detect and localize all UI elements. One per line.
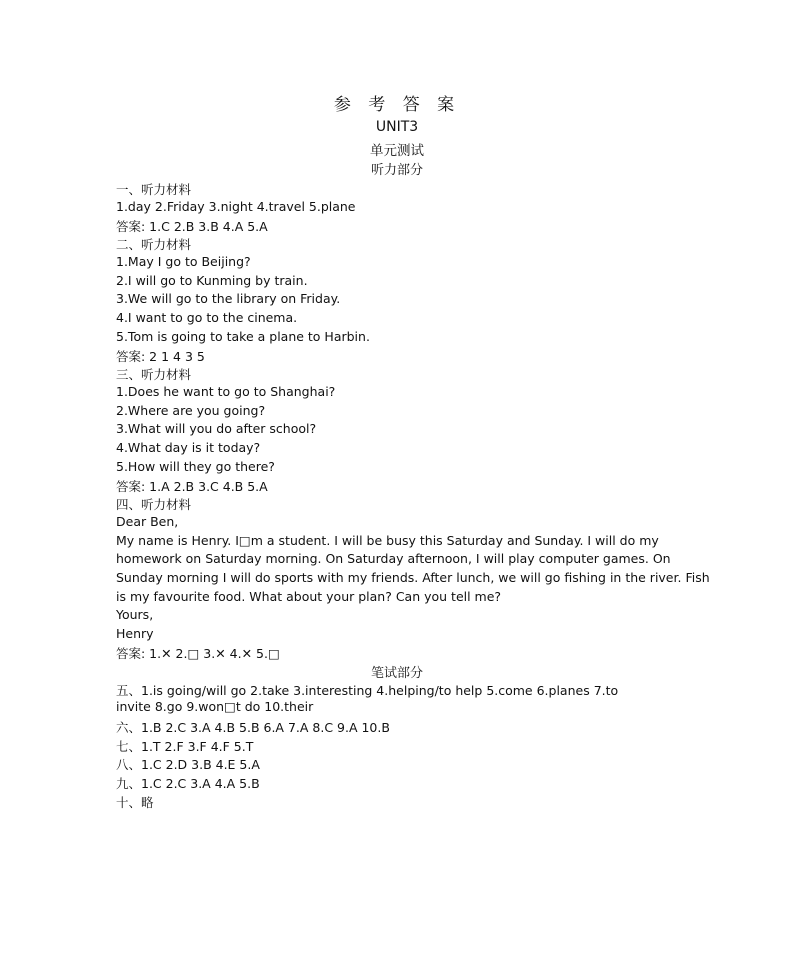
text-line: 七、1.T 2.F 3.F 4.F 5.T bbox=[116, 739, 254, 754]
text-line: 答案: 1.A 2.B 3.C 4.B 5.A bbox=[116, 479, 268, 494]
text-line: homework on Saturday morning. On Saturday afternoon, I will play computer games. On bbox=[116, 551, 671, 566]
unit-label: UNIT3 bbox=[375, 119, 419, 135]
text-line: 3.We will go to the library on Friday. bbox=[116, 291, 341, 306]
text-line: 三、听力材料 bbox=[116, 367, 192, 382]
text-line: 1.May I go to Beijing? bbox=[116, 254, 251, 269]
text-line: 四、听力材料 bbox=[116, 497, 192, 512]
text-line: 4.What day is it today? bbox=[116, 440, 261, 455]
text-line: 1.Does he want to go to Shanghai? bbox=[116, 384, 336, 399]
text-line: 5.Tom is going to take a plane to Harbin. bbox=[116, 329, 370, 344]
text-line: 六、1.B 2.C 3.A 4.B 5.B 6.A 7.A 8.C 9.A 10.B bbox=[116, 720, 390, 735]
text-line: 答案: 2 1 4 3 5 bbox=[116, 349, 205, 364]
writing-part-heading: 笔试部分 bbox=[370, 666, 423, 681]
text-line: 八、1.C 2.D 3.B 4.E 5.A bbox=[116, 757, 260, 772]
text-line: 2.Where are you going? bbox=[116, 403, 266, 418]
text-line: 答案: 1.C 2.B 3.B 4.A 5.A bbox=[116, 219, 268, 234]
text-line: 2.I will go to Kunming by train. bbox=[116, 273, 308, 288]
text-line: Dear Ben, bbox=[116, 514, 179, 529]
text-line: 一、听力材料 bbox=[116, 182, 192, 197]
text-line: My name is Henry. I□m a student. I will be busy this Saturday and Sunday. I will do my bbox=[116, 533, 659, 548]
text-line: 1.day 2.Friday 3.night 4.travel 5.plane bbox=[116, 199, 356, 214]
text-line: 5.How will they go there? bbox=[116, 459, 275, 474]
text-line: 4.I want to go to the cinema. bbox=[116, 310, 298, 325]
text-line: Henry bbox=[116, 626, 154, 641]
text-line: is my favourite food. What about your plan? Can you tell me? bbox=[116, 589, 502, 604]
text-line: invite 8.go 9.won□t do 10.their bbox=[116, 699, 314, 714]
text-line: 3.What will you do after school? bbox=[116, 421, 317, 436]
listening-part-heading: 听力部分 bbox=[370, 163, 423, 178]
page-title: 参 考 答 案 bbox=[333, 95, 461, 115]
text-line: Sunday morning I will do sports with my friends. After lunch, we will go fishing in the river. Fish bbox=[116, 570, 710, 585]
section-test-heading: 单元测试 bbox=[370, 143, 424, 159]
text-line: 十、略 bbox=[116, 795, 154, 810]
text-line: 答案: 1.✕ 2.□ 3.✕ 4.✕ 5.□ bbox=[116, 646, 280, 661]
text-line: 九、1.C 2.C 3.A 4.A 5.B bbox=[116, 776, 260, 791]
text-line: Yours, bbox=[116, 607, 154, 622]
text-line: 二、听力材料 bbox=[116, 237, 192, 252]
text-line: 五、1.is going/will go 2.take 3.interesting 4.helping/to help 5.come 6.planes 7.to bbox=[116, 683, 619, 698]
